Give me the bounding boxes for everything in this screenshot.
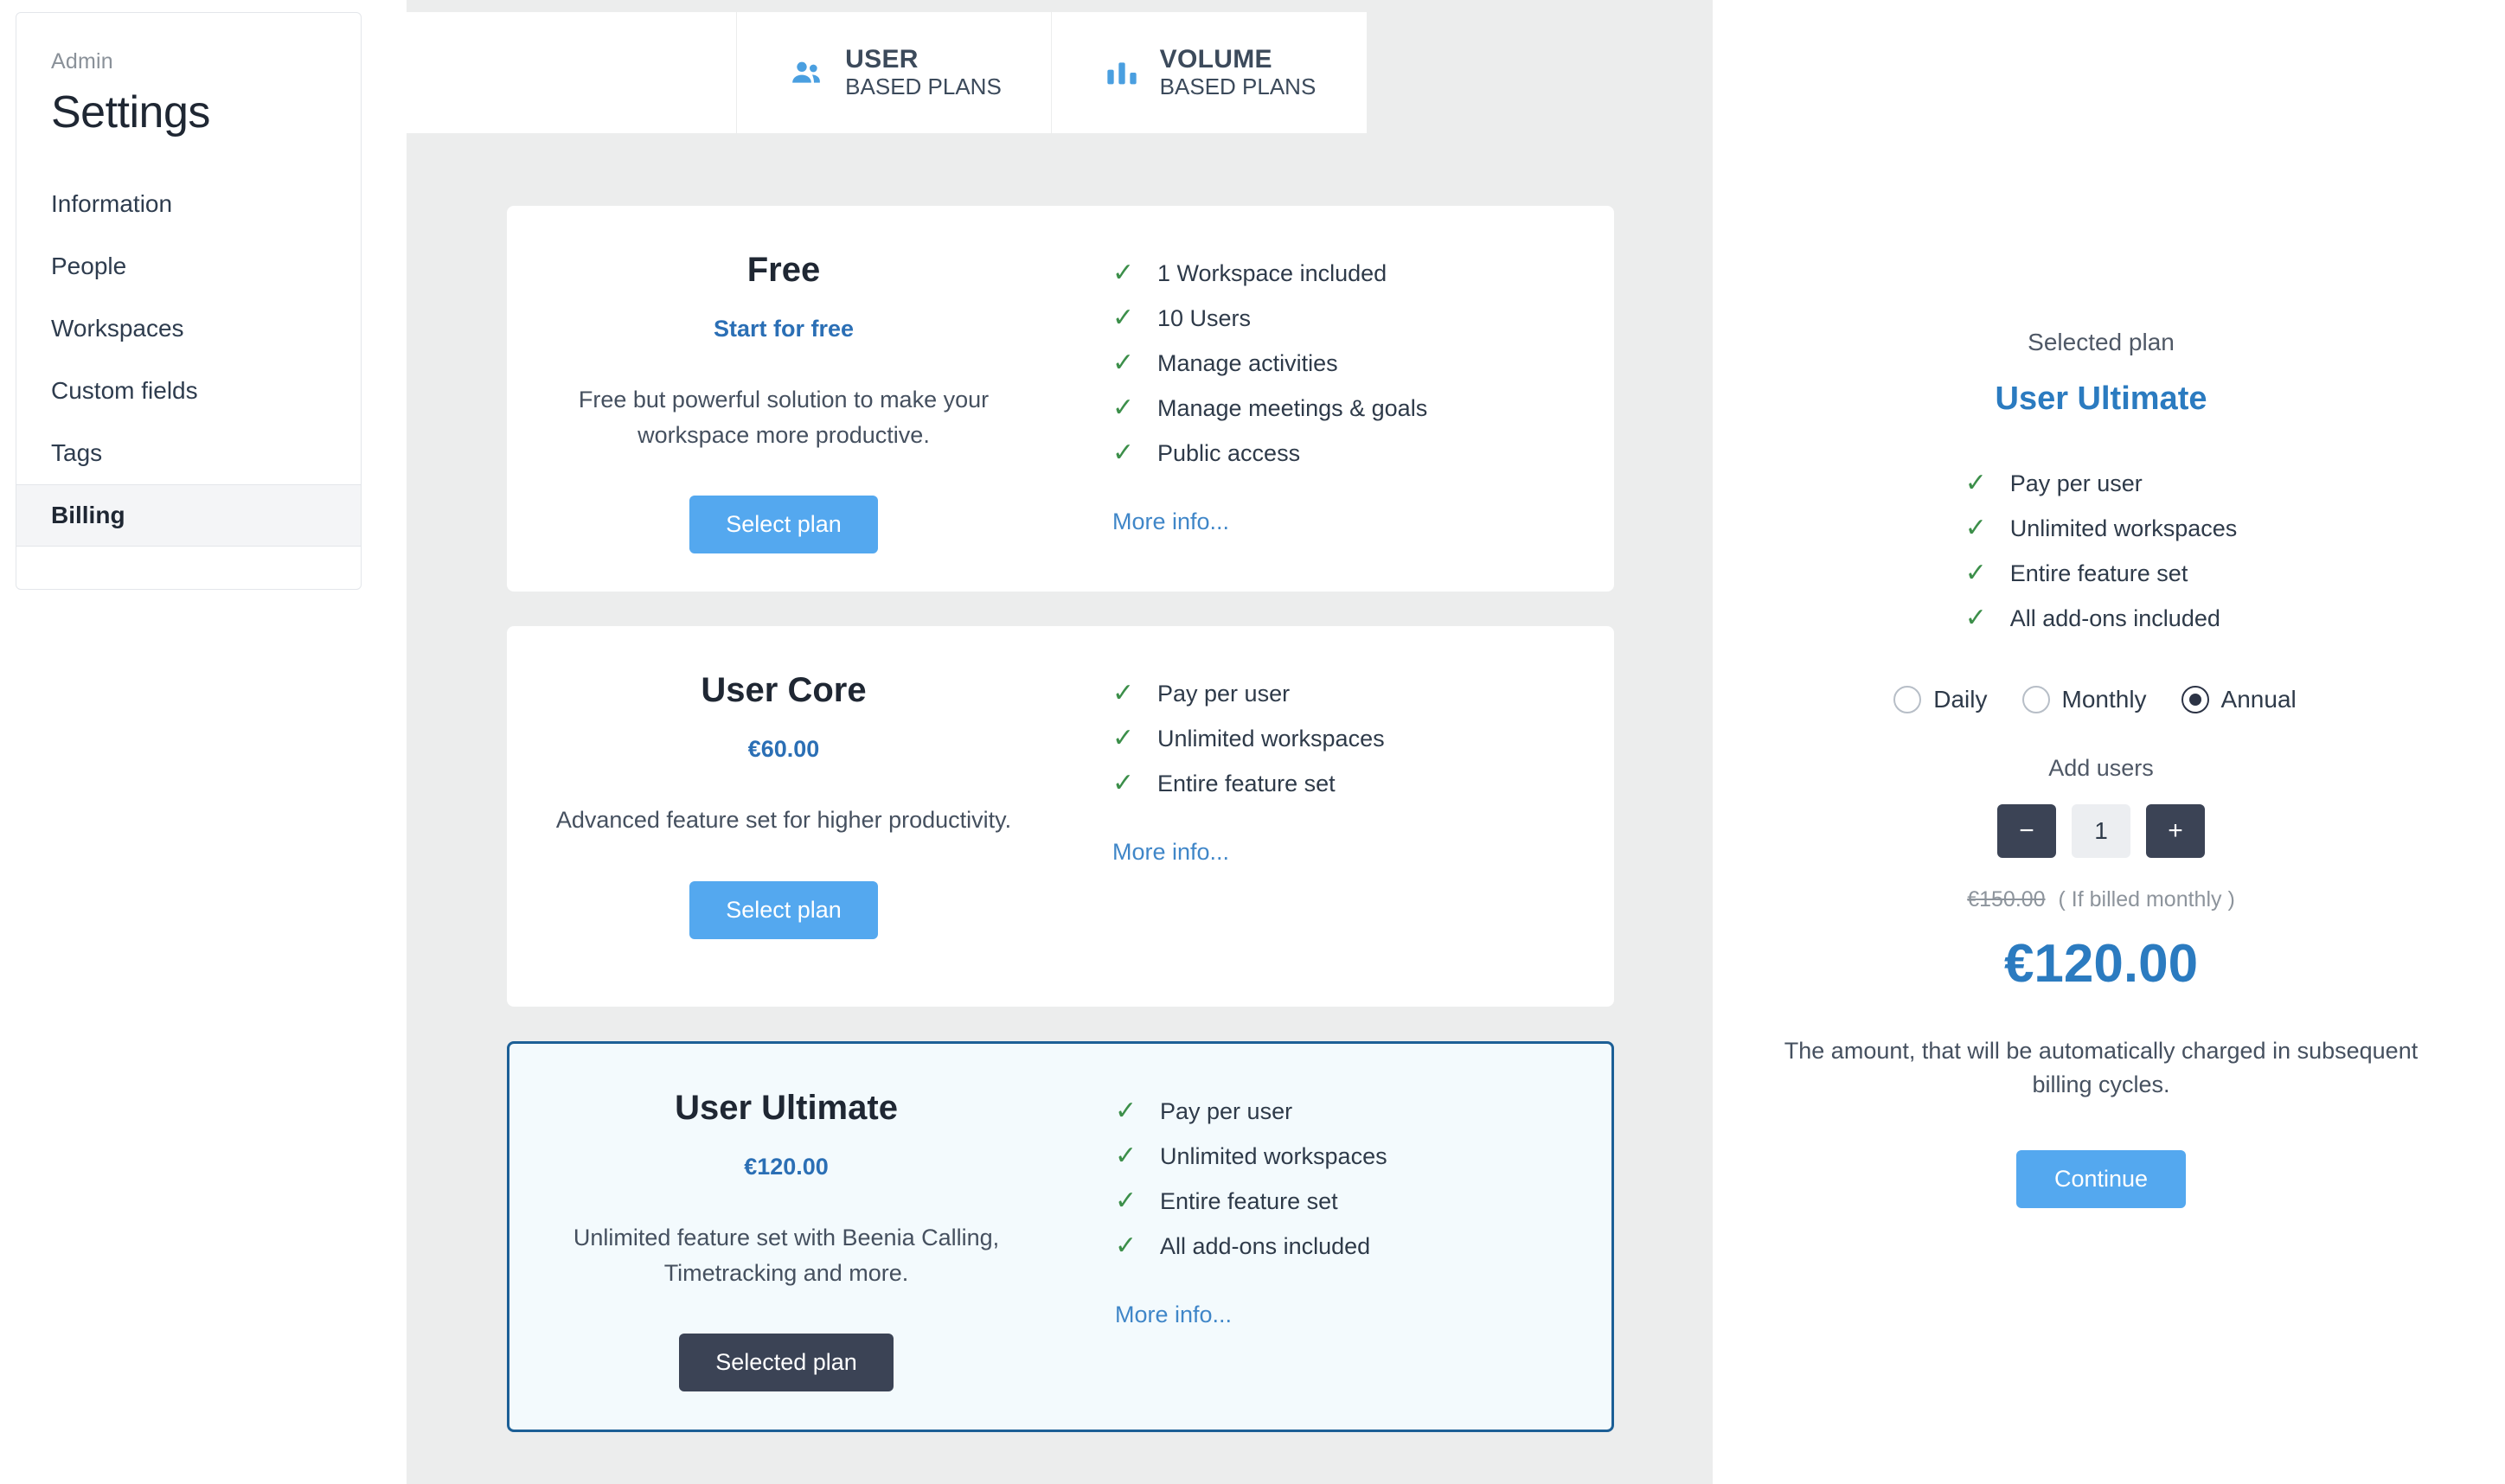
feature-item: [1965, 596, 2238, 641]
plan-description: Unlimited feature set with Beenia Calling, Timetracking and more.: [573, 1225, 1000, 1286]
check-icon: ✓: [1112, 724, 1135, 752]
check-icon: ✓: [1112, 769, 1135, 797]
plans-list: [507, 206, 1614, 1467]
check-icon: ✓: [1112, 438, 1135, 467]
feature-label: Unlimited workspaces: [1160, 1142, 1387, 1169]
feature-label: 1 Workspace included: [1157, 259, 1387, 286]
select-plan-button-free[interactable]: Select plan: [689, 496, 878, 553]
plan-price: €60.00: [747, 736, 820, 762]
check-icon: ✓: [1115, 1231, 1137, 1260]
plan-card-user-core[interactable]: [507, 626, 1614, 1007]
tab-volume-line1: VOLUME: [1159, 44, 1272, 74]
feature-item: [1115, 1134, 1611, 1179]
feature-item: [1112, 761, 1614, 806]
plan-description: Free but powerful solution to make your workspace more productive.: [578, 387, 990, 448]
feature-label: Pay per user: [2009, 470, 2143, 496]
more-info-link-user-core[interactable]: More info...: [1112, 839, 1230, 865]
sidebar-item-workspaces[interactable]: [16, 297, 361, 360]
order-summary-panel: [1713, 131, 2489, 1474]
check-icon: ✓: [1964, 514, 1987, 542]
feature-item: [1115, 1179, 1611, 1224]
plan-user-core-summary: [507, 664, 1060, 969]
check-icon: ✓: [1115, 1142, 1137, 1170]
feature-label: Manage meetings & goals: [1157, 394, 1428, 421]
check-icon: ✓: [1112, 349, 1135, 377]
feature-label: Entire feature set: [1157, 770, 1336, 796]
more-info-link-user-ultimate[interactable]: More info...: [1115, 1302, 1233, 1327]
add-users-label: Add users: [2048, 755, 2154, 781]
user-quantity-stepper: [1713, 804, 2489, 858]
start-for-free-link[interactable]: Start for free: [713, 316, 855, 342]
tab-spacer: [407, 12, 737, 133]
feature-label: All add-ons included: [2009, 604, 2220, 631]
sidebar-item-information[interactable]: [16, 173, 361, 235]
feature-item: [1112, 251, 1614, 296]
old-price-note: ( If billed monthly ): [2058, 887, 2235, 912]
continue-button[interactable]: Continue: [2016, 1150, 2186, 1208]
feature-label: All add-ons included: [1160, 1232, 1371, 1259]
bar-chart-icon: [1103, 55, 1141, 90]
feature-label: Unlimited workspaces: [1157, 725, 1385, 752]
sidebar-item-custom-fields[interactable]: [16, 360, 361, 422]
billing-option-label: Monthly: [2061, 686, 2147, 713]
sidebar-item-label: Tags: [51, 439, 103, 466]
tab-user-based-plans[interactable]: [737, 12, 1052, 133]
check-icon: ✓: [1112, 304, 1135, 332]
sidebar-item-tags[interactable]: [16, 422, 361, 484]
feature-label: Entire feature set: [1160, 1187, 1338, 1214]
feature-item: [1112, 431, 1614, 476]
plan-name: User Ultimate: [675, 1089, 898, 1127]
decrement-users-button[interactable]: −: [1997, 804, 2056, 858]
feature-item: [1112, 671, 1614, 716]
feature-item: [1965, 506, 2238, 551]
billing-option-daily[interactable]: [1893, 686, 1987, 713]
tab-user-line1: USER: [845, 44, 919, 74]
plan-name: Free: [746, 251, 821, 289]
sidebar-item-label: Billing: [51, 502, 125, 528]
sidebar-item-label: Custom fields: [51, 377, 198, 404]
plan-user-core-features: [1060, 664, 1614, 969]
plan-card-free[interactable]: [507, 206, 1614, 592]
billing-option-label: Annual: [2220, 686, 2297, 713]
plan-price: €120.00: [744, 1154, 829, 1180]
sidebar-nav: [16, 173, 361, 547]
check-icon: ✓: [1115, 1097, 1137, 1125]
check-icon: ✓: [1112, 393, 1135, 422]
feature-item: [1112, 386, 1614, 431]
selected-plan-name: User Ultimate: [1995, 381, 2207, 417]
sidebar-item-label: People: [51, 253, 127, 279]
plan-description: Advanced feature set for higher productivity.: [555, 807, 1012, 833]
tab-user-label: [845, 45, 1002, 100]
summary-features: [1965, 461, 2238, 641]
plan-free-summary: [507, 244, 1060, 553]
old-price: €150.00: [1967, 887, 2046, 912]
feature-item: [1115, 1089, 1611, 1134]
sidebar-item-label: Workspaces: [51, 315, 184, 342]
radio-icon-monthly[interactable]: [2022, 686, 2050, 713]
tab-user-line2: BASED PLANS: [845, 74, 1002, 100]
more-info-link-free[interactable]: More info...: [1112, 509, 1230, 534]
users-icon: [786, 55, 826, 90]
total-price: €120.00: [2003, 934, 2199, 994]
feature-label: Public access: [1157, 439, 1301, 466]
billing-option-label: Daily: [1933, 686, 1988, 713]
feature-label: Pay per user: [1157, 680, 1291, 707]
check-icon: ✓: [1964, 604, 1987, 632]
billing-option-monthly[interactable]: [2022, 686, 2147, 713]
selected-plan-label: Selected plan: [2028, 329, 2175, 355]
tab-volume-label: [1160, 45, 1317, 100]
check-icon: ✓: [1112, 259, 1135, 287]
plan-card-user-ultimate[interactable]: [507, 1041, 1614, 1432]
plan-name: User Core: [701, 671, 867, 709]
feature-label: 10 Users: [1157, 304, 1252, 331]
old-price-row: [1713, 887, 2489, 912]
feature-label: Entire feature set: [2009, 560, 2188, 586]
plan-type-tabs: [407, 12, 1367, 133]
check-icon: ✓: [1112, 679, 1135, 707]
plan-user-ultimate-features: [1063, 1082, 1611, 1391]
user-quantity-input[interactable]: [2072, 804, 2130, 858]
select-plan-button-user-core[interactable]: Select plan: [689, 881, 878, 939]
radio-icon-daily[interactable]: [1893, 686, 1921, 713]
feature-label: Manage activities: [1157, 349, 1338, 376]
main-content: [407, 0, 1713, 1484]
settings-sidebar: [16, 12, 362, 590]
increment-users-button[interactable]: +: [2146, 804, 2205, 858]
sidebar-item-label: Information: [51, 190, 173, 217]
feature-item: [1965, 461, 2238, 506]
radio-icon-annual[interactable]: [2181, 686, 2209, 713]
charge-note: The amount, that will be automatically charged in subsequent billing cycles.: [1784, 1038, 2419, 1098]
tab-volume-line2: BASED PLANS: [1159, 74, 1317, 100]
feature-item: [1112, 341, 1614, 386]
check-icon: ✓: [1964, 469, 1987, 497]
feature-item: [1115, 1224, 1611, 1269]
sidebar-item-people[interactable]: [16, 235, 361, 297]
check-icon: ✓: [1964, 559, 1987, 587]
selected-plan-button-user-ultimate[interactable]: Selected plan: [679, 1334, 894, 1391]
feature-item: [1112, 296, 1614, 341]
feature-label: Unlimited workspaces: [2009, 515, 2238, 541]
tab-volume-based-plans[interactable]: [1052, 12, 1367, 133]
billing-cycle-options: [1713, 686, 2489, 713]
plan-free-features: [1060, 244, 1614, 553]
breadcrumb: Admin: [51, 49, 113, 74]
check-icon: ✓: [1115, 1187, 1137, 1215]
page-title: Settings: [51, 87, 210, 138]
feature-item: [1965, 551, 2238, 596]
billing-option-annual[interactable]: [2181, 686, 2297, 713]
sidebar-item-billing[interactable]: [16, 484, 361, 547]
feature-item: [1112, 716, 1614, 761]
feature-label: Pay per user: [1160, 1097, 1293, 1124]
plan-user-ultimate-summary: [509, 1082, 1063, 1391]
